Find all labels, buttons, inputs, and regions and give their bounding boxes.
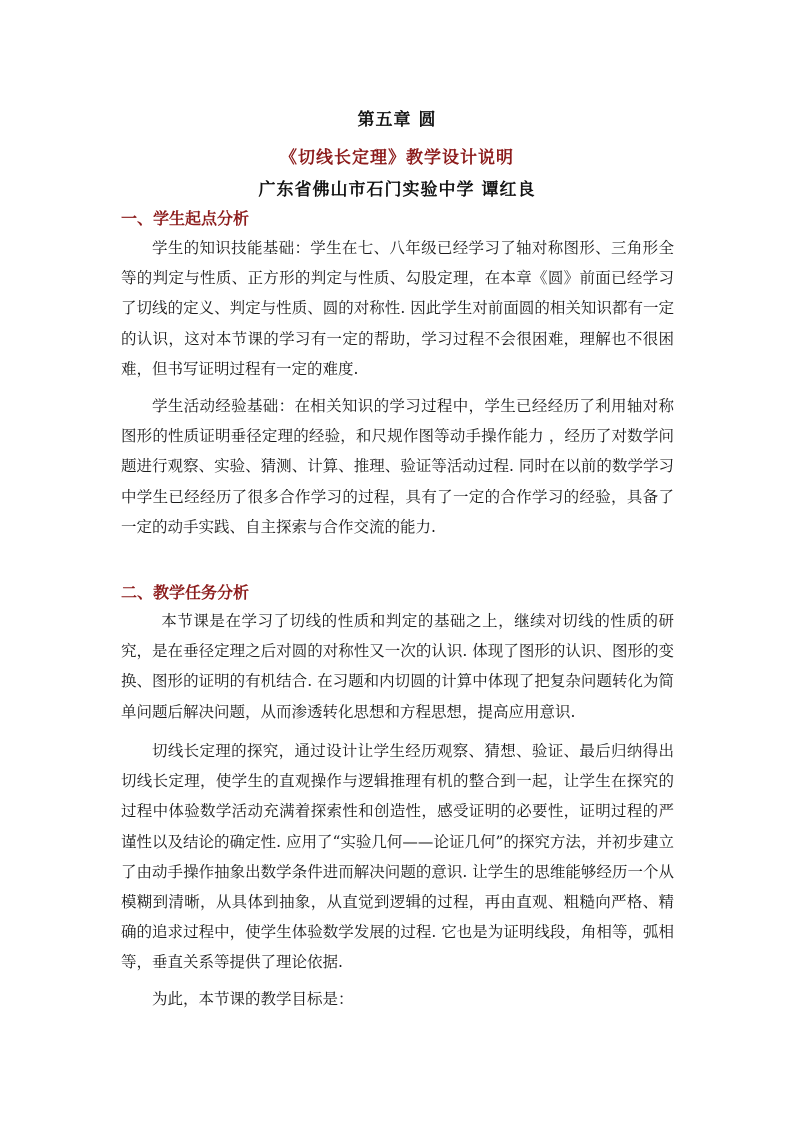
paragraph-knowledge-base: 学生的知识技能基础：学生在七、八年级已经学习了轴对称图形、三角形全等的判定与性质、正方形的判定与性质、勾股定理，在本章《圆》前面已经学习了切线的定义、判定与性质、圆的对称性. 因此学生对前面圆的相关知识都有一定的认识，这对本节课的学习有一定的帮助，学习过程不会很困难，理解也不很困难，但书写证明过程有一定的难度. [121, 239, 674, 378]
section-heading-student-analysis: 一、学生起点分析 [121, 209, 250, 228]
paragraph-lesson-context: 本节课是在学习了切线的性质和判定的基础之上，继续对切线的性质的研究，是在垂径定理之后对圆的对称性又一次的认识. 体现了图形的认识、图形的变换、图形的证明的有机结合. 在习题和内切圆的计算中体现了把复杂问题转化为简单问题后解决问题，从而渗透转化思想和方程思想，提高应用意识. [121, 612, 674, 721]
author-line: 广东省佛山市石门实验中学 谭红良 [258, 180, 536, 200]
paragraph-objectives-intro: 为此，本节课的教学目标是： [152, 990, 354, 1008]
paragraph-activity-experience: 学生活动经验基础：在相关知识的学习过程中，学生已经经历了利用轴对称图形的性质证明垂径定理的经验，和尺规作图等动手操作能力 ，经历了对数学问题进行观察、实验、猜测、计算、推理、验证等活动过程. 同时在以前的数学学习中学生已经经历了很多合作学习的过程，具有了一定的合作学习的经验，具备了一定的动手实践、自主探索与合作交流的能力. [121, 397, 674, 536]
chapter-title: 第五章 圆 [357, 110, 437, 130]
design-title: 《切线长定理》教学设计说明 [280, 148, 514, 168]
paragraph-theorem-exploration: 切线长定理的探究，通过设计让学生经历观察、猜想、验证、最后归纳得出切线长定理，使学生的直观操作与逻辑推理有机的整合到一起，让学生在探究的过程中体验数学活动充满着探索性和创造性，感受证明的必要性，证明过程的严谨性以及结论的确定性. 应用了“实验几何——论证几何”的探究方法，并初步建立了由动手操作抽象出数学条件进而解决问题的意识. 让学生的思维能够经历一个从模糊到清晰，从具体到抽象，从直觉到逻辑的过程，再由直观、粗糙向严格、精确的追求过程中，使学生体验数学发展的过程. 它也是为证明线段，角相等，弧相等，垂直关系等提供了理论依据. [121, 742, 674, 972]
section-heading-task-analysis: 二、教学任务分析 [121, 583, 250, 602]
